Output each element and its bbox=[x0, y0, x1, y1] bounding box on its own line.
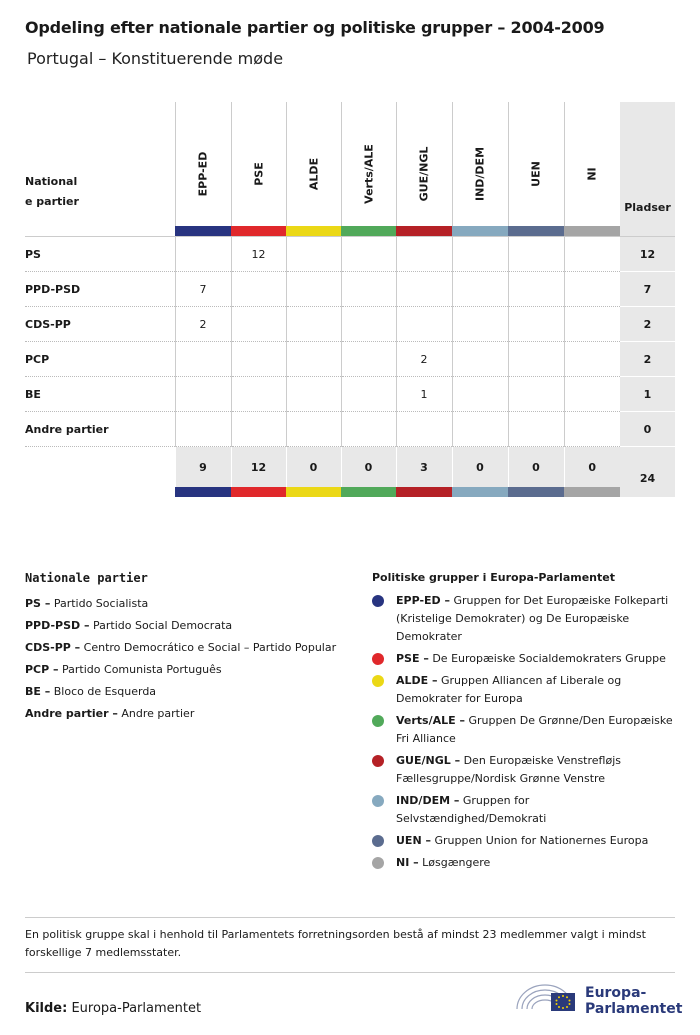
seat-cell: 7 bbox=[175, 272, 231, 307]
legend-item bbox=[25, 659, 355, 681]
seat-cell bbox=[564, 237, 620, 272]
group-header-label: ALDE bbox=[307, 157, 320, 191]
group-color-dot-icon bbox=[372, 857, 384, 869]
seat-cell bbox=[175, 412, 231, 447]
party-name: PPD-PSD bbox=[25, 272, 175, 307]
legend-item bbox=[25, 681, 355, 703]
seat-cell bbox=[175, 237, 231, 272]
group-header-ni bbox=[564, 102, 620, 226]
row-total: 12 bbox=[620, 237, 675, 272]
group-color-bar bbox=[452, 226, 508, 237]
group-header-label: IND/DEM bbox=[473, 146, 487, 202]
bar-spacer bbox=[25, 487, 175, 497]
group-color-bar bbox=[396, 226, 452, 237]
seat-cell: 12 bbox=[231, 237, 286, 272]
page-title: Opdeling efter nationale partier og politiske grupper – 2004-2009 bbox=[25, 18, 605, 37]
group-header-label: NI bbox=[585, 167, 599, 181]
seat-cell bbox=[508, 272, 564, 307]
row-header-cell bbox=[25, 102, 175, 226]
group-header-ind-dem bbox=[452, 102, 508, 226]
seat-cell bbox=[341, 272, 396, 307]
sum-spacer bbox=[25, 447, 175, 488]
seat-cell bbox=[396, 307, 452, 342]
political-groups-legend bbox=[372, 571, 677, 876]
table-row bbox=[25, 307, 675, 342]
group-color-dot-icon bbox=[372, 595, 384, 607]
group-color-bar-row bbox=[25, 487, 675, 497]
table-row bbox=[25, 342, 675, 377]
seat-cell bbox=[452, 237, 508, 272]
group-sum: 12 bbox=[231, 447, 286, 488]
group-header-label: GUE/NGL bbox=[417, 146, 431, 202]
group-sum: 3 bbox=[396, 447, 452, 488]
seat-cell bbox=[341, 307, 396, 342]
group-color-bar-row bbox=[25, 226, 675, 237]
seat-cell bbox=[452, 307, 508, 342]
group-legend-item bbox=[372, 792, 677, 828]
logo-text bbox=[585, 985, 682, 1017]
logo-line1: Europa- bbox=[585, 985, 647, 1001]
seat-cell bbox=[341, 342, 396, 377]
seat-cell bbox=[508, 412, 564, 447]
legend-item bbox=[25, 637, 355, 659]
seat-cell: 1 bbox=[396, 377, 452, 412]
group-color-bar bbox=[341, 226, 396, 237]
table-header-row bbox=[25, 102, 675, 226]
party-name: PS bbox=[25, 237, 175, 272]
legend-item bbox=[25, 593, 355, 615]
row-header-line1: National bbox=[25, 175, 78, 188]
seat-cell bbox=[452, 342, 508, 377]
legend-name: Bloco de Esquerda bbox=[53, 685, 157, 698]
legend-abbr: GUE/NGL – bbox=[396, 754, 461, 767]
group-header-gue-ngl bbox=[396, 102, 452, 226]
seat-cell bbox=[231, 377, 286, 412]
seat-cell bbox=[231, 307, 286, 342]
group-color-bar bbox=[564, 487, 620, 497]
group-header-verts-ale bbox=[341, 102, 396, 226]
seat-cell bbox=[341, 237, 396, 272]
group-color-bar bbox=[231, 226, 286, 237]
group-legend-item bbox=[372, 854, 677, 872]
legend-name: Gruppen Union for Nationernes Europa bbox=[434, 834, 649, 847]
group-color-dot-icon bbox=[372, 675, 384, 687]
group-header-label: UEN bbox=[529, 161, 543, 187]
seat-distribution-table bbox=[25, 102, 675, 497]
group-color-bar bbox=[231, 487, 286, 497]
legend-abbr: PSE – bbox=[396, 652, 429, 665]
total-header bbox=[620, 102, 675, 226]
row-total: 2 bbox=[620, 307, 675, 342]
table-row bbox=[25, 272, 675, 307]
seat-cell bbox=[286, 237, 341, 272]
group-legend-item bbox=[372, 672, 677, 708]
seat-cell bbox=[286, 377, 341, 412]
group-sum-row bbox=[25, 447, 675, 488]
legend-abbr: ALDE – bbox=[396, 674, 438, 687]
group-sum: 0 bbox=[452, 447, 508, 488]
legend-name: Den Europæiske Venstrefløjs Fællesgruppe/Nordisk Grønne Venstre bbox=[396, 754, 621, 785]
seat-cell bbox=[231, 342, 286, 377]
seat-cell bbox=[231, 272, 286, 307]
grand-total-value: 24 bbox=[639, 471, 656, 485]
source-value: Europa-Parlamentet bbox=[71, 1001, 202, 1016]
seat-cell bbox=[564, 412, 620, 447]
group-sum: 0 bbox=[564, 447, 620, 488]
seat-cell bbox=[396, 272, 452, 307]
group-sum: 9 bbox=[175, 447, 231, 488]
row-total: 7 bbox=[620, 272, 675, 307]
legend-abbr: Andre partier – bbox=[25, 707, 118, 720]
group-header-label: EPP-ED bbox=[196, 151, 210, 197]
group-color-bar bbox=[175, 226, 231, 237]
table-row bbox=[25, 412, 675, 447]
legend-name: Centro Democrático e Social – Partido Popular bbox=[83, 641, 337, 654]
grand-total bbox=[620, 447, 675, 498]
group-legend-item bbox=[372, 832, 677, 850]
legend-name: Partido Social Democrata bbox=[92, 619, 233, 632]
seat-cell bbox=[286, 412, 341, 447]
legend-abbr: UEN – bbox=[396, 834, 431, 847]
group-color-bar bbox=[508, 226, 564, 237]
seat-cell bbox=[396, 237, 452, 272]
group-sum: 0 bbox=[341, 447, 396, 488]
group-color-dot-icon bbox=[372, 755, 384, 767]
party-name: CDS-PP bbox=[25, 307, 175, 342]
seat-cell bbox=[231, 412, 286, 447]
seat-cell bbox=[452, 272, 508, 307]
seat-cell bbox=[452, 412, 508, 447]
group-color-bar bbox=[564, 226, 620, 237]
legend-name: Gruppen De Grønne/Den Europæiske Fri Alliance bbox=[396, 714, 673, 745]
source-line bbox=[25, 1001, 201, 1016]
group-color-dot-icon bbox=[372, 715, 384, 727]
legend-name: Andre partier bbox=[121, 707, 195, 720]
table-row bbox=[25, 377, 675, 412]
seat-cell: 2 bbox=[396, 342, 452, 377]
group-header-pse bbox=[231, 102, 286, 226]
seat-cell bbox=[175, 342, 231, 377]
legend-name: Partido Comunista Português bbox=[62, 663, 222, 676]
seat-cell bbox=[175, 377, 231, 412]
group-header-epp-ed bbox=[175, 102, 231, 226]
row-total: 2 bbox=[620, 342, 675, 377]
party-name: BE bbox=[25, 377, 175, 412]
source-label: Kilde: bbox=[25, 1001, 68, 1016]
group-legend-item bbox=[372, 752, 677, 788]
legend-abbr: BE – bbox=[25, 685, 51, 698]
group-color-bar bbox=[286, 487, 341, 497]
row-total: 0 bbox=[620, 412, 675, 447]
group-header-uen bbox=[508, 102, 564, 226]
group-color-dot-icon bbox=[372, 835, 384, 847]
parliament-hemicycle-icon bbox=[515, 979, 577, 1017]
seat-cell bbox=[564, 377, 620, 412]
legend-abbr: NI – bbox=[396, 856, 419, 869]
seat-cell bbox=[286, 272, 341, 307]
seat-cell bbox=[508, 237, 564, 272]
seat-cell bbox=[396, 412, 452, 447]
seat-cell bbox=[286, 307, 341, 342]
legend-abbr: PPD-PSD – bbox=[25, 619, 90, 632]
european-parliament-logo bbox=[515, 979, 683, 1019]
group-color-bar bbox=[452, 487, 508, 497]
legend-abbr: PCP – bbox=[25, 663, 59, 676]
seat-cell bbox=[341, 377, 396, 412]
national-legend-heading: Nationale partier bbox=[25, 571, 148, 585]
seat-cell bbox=[564, 342, 620, 377]
bar-spacer bbox=[25, 226, 175, 237]
seat-cell bbox=[564, 307, 620, 342]
groups-legend-heading: Politiske grupper i Europa-Parlamentet bbox=[372, 571, 615, 584]
group-color-bar bbox=[508, 487, 564, 497]
legend-name: Gruppen for Det Europæiske Folkeparti (Kristelige Demokrater) og De Europæiske Demokrater bbox=[396, 594, 669, 643]
group-legend-item bbox=[372, 592, 677, 646]
group-header-label: Verts/ALE bbox=[362, 144, 375, 204]
seat-cell bbox=[508, 307, 564, 342]
group-color-bar bbox=[286, 226, 341, 237]
row-total: 1 bbox=[620, 377, 675, 412]
seat-cell bbox=[341, 412, 396, 447]
legend-item bbox=[25, 615, 355, 637]
legend-abbr: CDS-PP – bbox=[25, 641, 81, 654]
group-color-bar bbox=[175, 487, 231, 497]
legend-item bbox=[25, 703, 355, 725]
seat-cell bbox=[508, 377, 564, 412]
legend-abbr: Verts/ALE – bbox=[396, 714, 465, 727]
group-header-alde bbox=[286, 102, 341, 226]
seat-cell: 2 bbox=[175, 307, 231, 342]
group-header-label: PSE bbox=[252, 162, 265, 186]
group-legend-item bbox=[372, 650, 677, 668]
row-header-line2: e partier bbox=[25, 195, 79, 208]
footnote: En politisk gruppe skal i henhold til Parlamentets forretningsorden bestå af mindst 23 medlemmer valgt i mindst forskellige 7 medlemsstater. bbox=[25, 917, 675, 973]
legend-name: De Europæiske Socialdemokraters Gruppe bbox=[432, 652, 666, 665]
national-parties-legend bbox=[25, 571, 355, 725]
group-sum: 0 bbox=[286, 447, 341, 488]
legend-name: Løsgængere bbox=[422, 856, 491, 869]
legend-abbr: IND/DEM – bbox=[396, 794, 460, 807]
seat-cell bbox=[564, 272, 620, 307]
seat-cell bbox=[508, 342, 564, 377]
legend-abbr: PS – bbox=[25, 597, 51, 610]
group-color-dot-icon bbox=[372, 653, 384, 665]
group-legend-item bbox=[372, 712, 677, 748]
legend-name: Gruppen Alliancen af Liberale og Demokrater for Europa bbox=[396, 674, 622, 705]
table-row bbox=[25, 237, 675, 272]
group-color-bar bbox=[341, 487, 396, 497]
legend-name: Gruppen for Selvstændighed/Demokrati bbox=[396, 794, 547, 825]
logo-line2: Parlamentet bbox=[585, 1001, 683, 1017]
seat-cell bbox=[286, 342, 341, 377]
party-name: Andre partier bbox=[25, 412, 175, 447]
total-header-label: Pladser bbox=[624, 201, 671, 214]
group-color-dot-icon bbox=[372, 795, 384, 807]
group-sum: 0 bbox=[508, 447, 564, 488]
group-color-bar bbox=[396, 487, 452, 497]
party-name: PCP bbox=[25, 342, 175, 377]
seat-cell bbox=[452, 377, 508, 412]
legend-abbr: EPP-ED – bbox=[396, 594, 450, 607]
legend-name: Partido Socialista bbox=[53, 597, 149, 610]
bar-spacer bbox=[620, 226, 675, 237]
page-subtitle: Portugal – Konstituerende møde bbox=[27, 49, 284, 68]
